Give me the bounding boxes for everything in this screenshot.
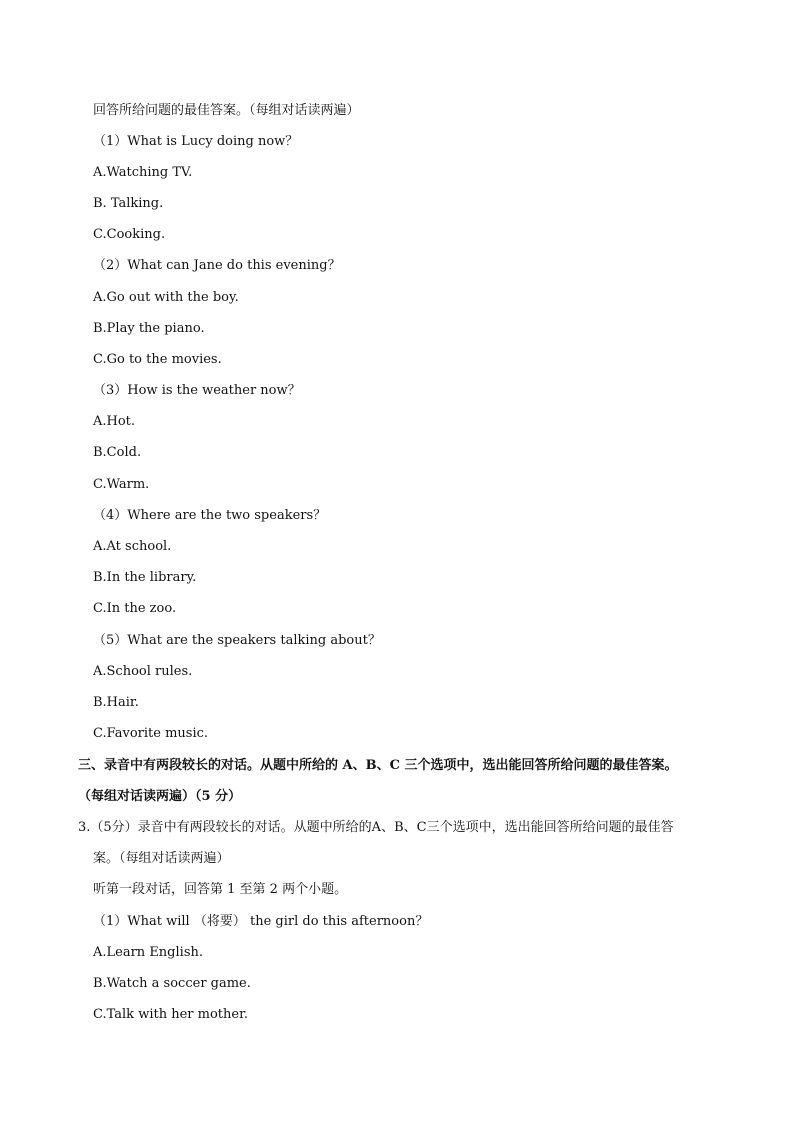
option-a: A.Go out with the boy. <box>93 290 239 305</box>
continued-instructions: 回答所给问题的最佳答案。（每组对话读两遍） <box>93 103 360 118</box>
dialogue-instruction: 听第一段对话，回答第 1 至第 2 两个小题。 <box>93 882 348 897</box>
option-c: C.Cooking. <box>93 227 166 242</box>
option-a: A.School rules. <box>93 664 193 679</box>
option-a: A.Hot. <box>93 414 136 429</box>
option-b: B. Talking. <box>93 196 164 211</box>
section-heading-continued: （每组对话读两遍）（5 分） <box>78 789 242 804</box>
option-c: C.In the zoo. <box>93 601 177 616</box>
question-4: （4）Where are the two speakers？ <box>93 508 327 523</box>
option-a: A.Watching TV. <box>93 165 193 180</box>
section-heading: 三、录音中有两段较长的对话。从题中所给的 A、B、C 三个选项中，选出能回答所给问题的最佳答案。 <box>78 758 678 773</box>
option-b: B.Play the piano. <box>93 321 205 336</box>
option-c: C.Warm. <box>93 477 150 492</box>
option-b: B.Hair. <box>93 695 139 710</box>
question-2: （2）What can Jane do this evening？ <box>93 258 341 273</box>
question-1: （1）What is Lucy doing now？ <box>93 134 299 149</box>
option-b: B.Cold. <box>93 445 142 460</box>
option-c: C.Talk with her mother. <box>93 1007 248 1022</box>
option-a: A.Learn English. <box>93 945 203 960</box>
item-3-stem: 3.（5分）录音中有两段较长的对话。从题中所给的A、B、C三个选项中，选出能回答所给问题的最佳答 <box>78 820 674 835</box>
option-a: A.At school. <box>93 539 172 554</box>
question-5: （5）What are the speakers talking about？ <box>93 633 381 648</box>
option-c: C.Go to the movies. <box>93 352 222 367</box>
option-c: C.Favorite music. <box>93 726 209 741</box>
question-1: （1）What will （将要） the girl do this afternoon？ <box>93 914 429 929</box>
question-3: （3）How is the weather now？ <box>93 383 301 398</box>
item-3-stem-continued: 案。（每组对话读两遍） <box>93 851 230 866</box>
option-b: B.In the library. <box>93 570 197 585</box>
option-b: B.Watch a soccer game. <box>93 976 251 991</box>
